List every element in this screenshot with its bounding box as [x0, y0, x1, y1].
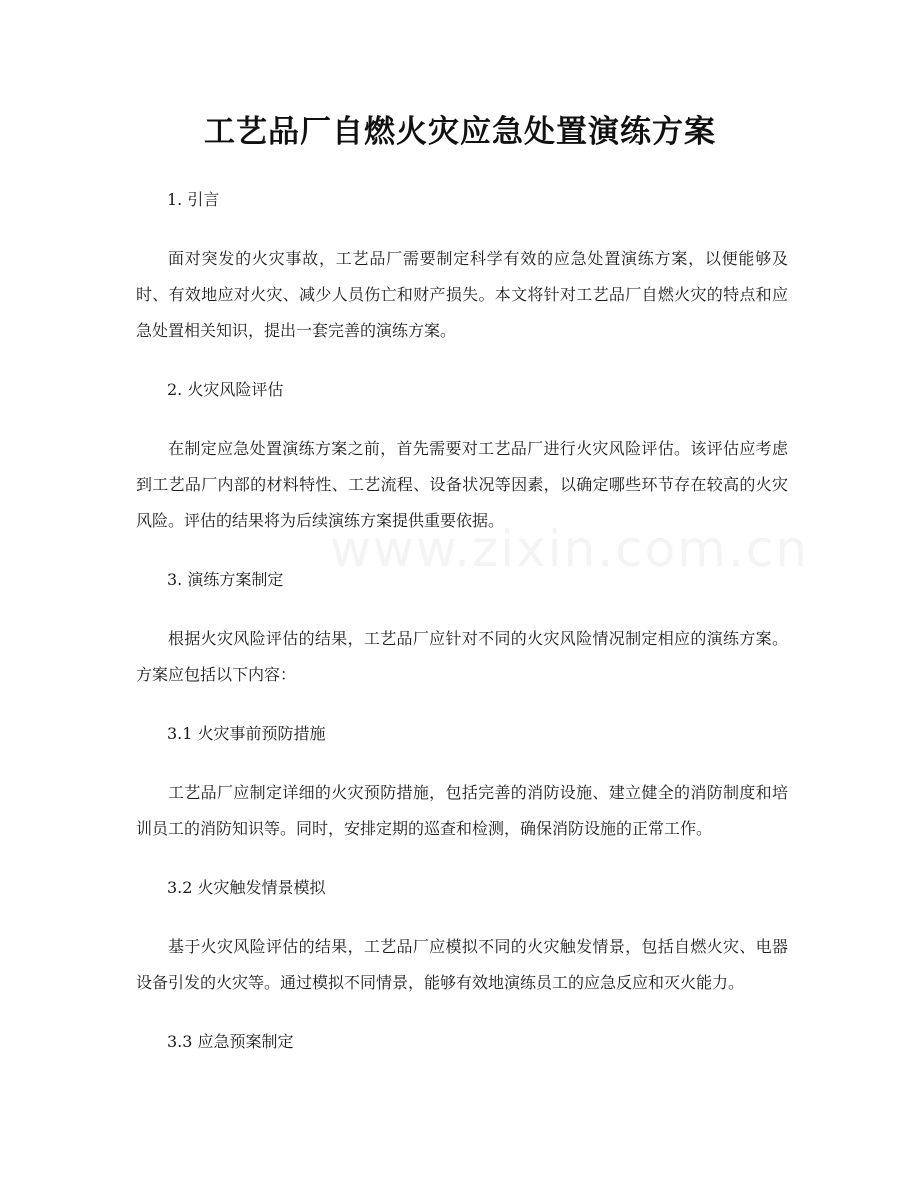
paragraph-prevention: 工艺品厂应制定详细的火灾预防措施，包括完善的消防设施、建立健全的消防制度和培训员工的消防知识等。同时，安排定期的巡查和检测，确保消防设施的正常工作。	[136, 783, 788, 838]
section-heading-risk-assessment: 2. 火灾风险评估	[167, 380, 284, 399]
section-heading-introduction: 1. 引言	[167, 190, 220, 209]
paragraph-risk-assessment: 在制定应急处置演练方案之前，首先需要对工艺品厂进行火灾风险评估。该评估应考虑到工艺品厂内部的材料特性、工艺流程、设备状况等因素，以确定哪些环节存在较高的火灾风险。评估的结果将为后续演练方案提供重要依据。	[136, 439, 788, 530]
paragraph-scenario-simulation: 基于火灾风险评估的结果，工艺品厂应模拟不同的火灾触发情景，包括自燃火灾、电器设备引发的火灾等。通过模拟不同情景，能够有效地演练员工的应急反应和灭火能力。	[136, 937, 788, 992]
paragraph-drill-plan: 根据火灾风险评估的结果，工艺品厂应针对不同的火灾风险情况制定相应的演练方案。方案应包括以下内容：	[136, 629, 788, 684]
section-heading-scenario-simulation: 3.2 火灾触发情景模拟	[167, 878, 326, 897]
document-body	[136, 182, 788, 1083]
section-heading-emergency-plan: 3.3 应急预案制定	[167, 1032, 294, 1051]
section-heading-prevention: 3.1 火灾事前预防措施	[167, 724, 326, 743]
page-title: 工艺品厂自燃火灾应急处置演练方案	[204, 114, 716, 150]
paragraph-introduction: 面对突发的火灾事故，工艺品厂需要制定科学有效的应急处置演练方案，以便能够及时、有效地应对火灾、减少人员伤亡和财产损失。本文将针对工艺品厂自燃火灾的特点和应急处置相关知识，提出一套完善的演练方案。	[136, 249, 788, 340]
section-heading-drill-plan: 3. 演练方案制定	[167, 570, 284, 589]
